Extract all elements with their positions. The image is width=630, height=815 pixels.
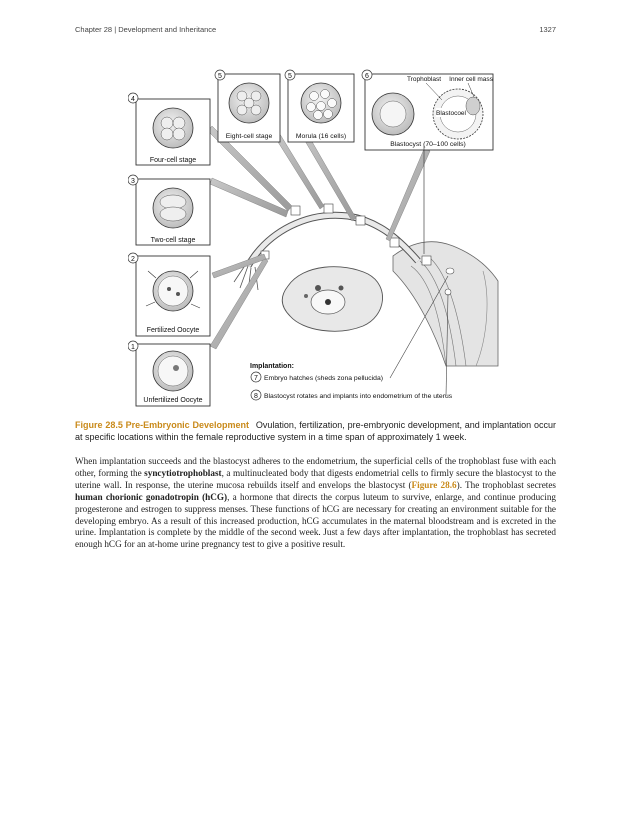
figure-label: Figure 28.5 Pre-Embryonic Development: [75, 420, 250, 430]
key-term: syncytiotrophoblast: [144, 467, 222, 478]
pre-embryonic-development-figure: [128, 66, 503, 411]
stage-label: Four-cell stage: [149, 157, 197, 164]
paragraph-segment: When implantation succeeds and the blastocyst adheres to the endometrium, the superficial cells of the trophoblast fuse with each other, forming the: [75, 456, 556, 478]
page-number: 1327: [539, 25, 556, 34]
stage-box-3: [128, 175, 210, 245]
inner-cell-mass-label: Inner cell mass: [449, 76, 493, 83]
stage-label: Unfertilized Oocyte: [143, 397, 203, 404]
trophoblast-label: Trophoblast: [406, 76, 442, 83]
step-text: Blastocyst rotates and implants into endometrium of the uterus: [264, 393, 453, 400]
stage-number: 5: [218, 73, 222, 80]
stage-label: Morula (16 cells): [295, 133, 347, 140]
stage-box-5-morula: [285, 70, 354, 142]
stage-box-1: [128, 341, 210, 406]
uterus-illustration: [393, 242, 498, 366]
stage-label: Two-cell stage: [150, 237, 196, 244]
paragraph-segment: , a multinucleated body that digests endometrial cells to firmly secure the blastocyst to the uterine wall. In response, the uterine mucosa rebuilds itself and envelops the blastocyst (: [75, 467, 556, 490]
stage-label: Blastocyst (70–100 cells): [390, 141, 466, 148]
body-paragraph: [75, 456, 556, 551]
stage-box-6-blastocyst: [362, 70, 494, 150]
stage-box-5-eight-cell: [215, 70, 280, 142]
ovary-illustration: [282, 267, 382, 331]
figure-link[interactable]: Figure 28.6: [411, 479, 457, 490]
stage-label: Fertilized Oocyte: [146, 327, 200, 334]
blastocoel-label: Blastocoel: [436, 110, 466, 117]
key-term: human chorionic gonadotropin (hCG): [75, 491, 228, 502]
stage-number: 4: [131, 96, 135, 103]
implantation-title: Implantation:: [250, 363, 294, 370]
implantation-legend: [250, 363, 453, 400]
stage-number: 1: [131, 344, 135, 351]
caption-text: Ovulation, fertilization, pre-embryonic development, and implantation occur at specific locations within the female reproductive system in a time span of approximately 1 week.: [75, 420, 556, 442]
stage-number: 6: [365, 73, 369, 80]
step-number: 7: [254, 375, 258, 382]
stage-number: 3: [131, 178, 135, 185]
stage-number: 5: [288, 73, 292, 80]
stage-number: 2: [131, 256, 135, 263]
paragraph-segment: , a hormone that directs the corpus luteum to survive, enlarge, and continue producing progesterone and estrogen to suppress menses. These functions of hCG are necessary for creating an environment suitable for the developing embryo. As a result of this increased production, hCG accumulates in the maternal bloodstream and is excreted in the urine. Implantation is complete by the middle of the second week. Just a few days after implantation, the trophoblast has secreted enough hCG for an at-home urine pregnancy test to give a positive result.: [75, 491, 557, 550]
running-header: Chapter 28 | Development and Inheritance: [75, 25, 217, 34]
paragraph-segment: ). The trophoblast secretes: [456, 479, 557, 490]
stage-box-4: [128, 93, 210, 165]
figure-caption: [75, 420, 556, 443]
step-number: 8: [254, 393, 258, 400]
step-text: Embryo hatches (sheds zona pellucida): [264, 375, 384, 382]
stage-label: Eight-cell stage: [225, 133, 273, 140]
stage-box-2: [128, 253, 210, 336]
